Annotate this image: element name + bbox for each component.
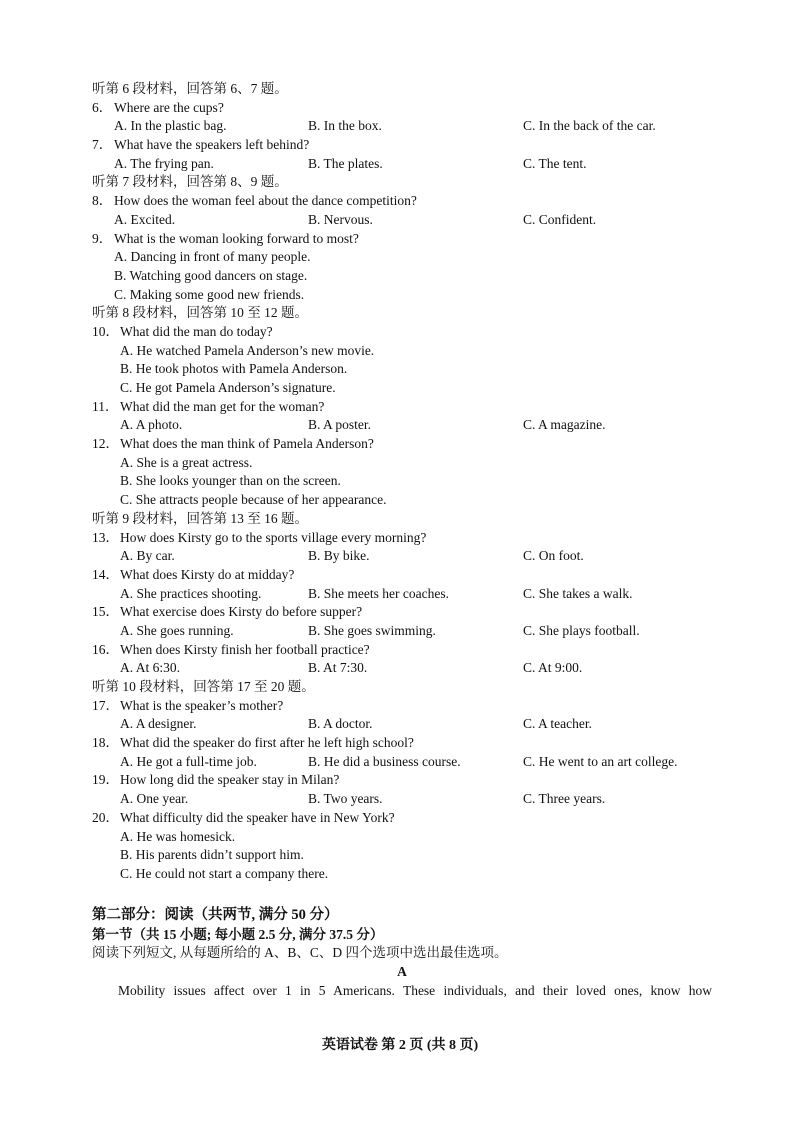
option-c: C. She attracts people because of her appearance. xyxy=(120,492,387,508)
option-c: C. A magazine. xyxy=(523,417,606,433)
option-c: C. She takes a walk. xyxy=(523,585,633,601)
question-number: 20． xyxy=(92,809,119,825)
question-number: 19． xyxy=(92,772,119,788)
question-13 xyxy=(92,529,712,548)
question-text: How does the woman feel about the dance competition? xyxy=(114,193,417,209)
option-a: A. A designer. xyxy=(120,716,197,732)
options-6 xyxy=(92,117,712,136)
question-number: 10． xyxy=(92,323,119,339)
question-7 xyxy=(92,136,712,155)
question-18 xyxy=(92,734,712,753)
question-text: How long did the speaker stay in Milan? xyxy=(120,772,340,788)
question-number: 15． xyxy=(92,604,119,620)
section-header-8: 听第 8 段材料，回答第 10 至 12 题。 xyxy=(92,305,308,321)
question-number: 17． xyxy=(92,697,119,713)
option-c: C. At 9:00. xyxy=(523,660,583,676)
option-b: B. Nervous. xyxy=(308,211,373,227)
options-17 xyxy=(92,715,712,734)
options-19 xyxy=(92,790,712,809)
options-13 xyxy=(92,547,712,566)
question-text: Where are the cups? xyxy=(114,99,224,115)
option-a: A. He was homesick. xyxy=(120,828,236,844)
question-text: What difficulty did the speaker have in New York? xyxy=(120,809,395,825)
option-a: A. He watched Pamela Anderson’s new movie. xyxy=(120,342,375,358)
option-c: C. Confident. xyxy=(523,211,597,227)
question-number: 14． xyxy=(92,566,119,582)
option-a: A. One year. xyxy=(120,791,189,807)
question-text: When does Kirsty finish her football practice? xyxy=(120,641,370,657)
question-6 xyxy=(92,99,712,118)
option-b: B. Two years. xyxy=(308,791,383,807)
option-c: C. He went to an art college. xyxy=(523,753,678,769)
question-number: 16． xyxy=(92,641,119,657)
option-a: A. She goes running. xyxy=(120,622,234,638)
question-14 xyxy=(92,566,712,585)
section-header-7: 听第 7 段材料，回答第 8、9 题。 xyxy=(92,174,288,190)
option-c: C. In the back of the car. xyxy=(523,118,656,134)
option-b: B. A poster. xyxy=(308,417,372,433)
options-7 xyxy=(92,155,712,174)
options-15 xyxy=(92,622,712,641)
question-text: What have the speakers left behind? xyxy=(114,137,310,153)
option-c: C. The tent. xyxy=(523,155,587,171)
option-a: A. A photo. xyxy=(120,417,183,433)
question-16 xyxy=(92,641,712,660)
question-text: How does Kirsty go to the sports village every morning? xyxy=(120,529,427,545)
question-17 xyxy=(92,697,712,716)
question-number: 13． xyxy=(92,529,119,545)
section-header-6: 听第 6 段材料，回答第 6、7 题。 xyxy=(92,81,288,96)
question-text: What did the speaker do first after he left high school? xyxy=(120,735,414,751)
spacer xyxy=(92,884,712,904)
part2-title: 第二部分：阅读（共两节, 满分 50 分） xyxy=(92,906,339,923)
question-number: 8． xyxy=(92,193,113,209)
question-text: What exercise does Kirsty do before supper? xyxy=(120,604,363,620)
option-b: B. By bike. xyxy=(308,548,370,564)
section-header-10: 听第 10 段材料，回答第 17 至 20 题。 xyxy=(92,679,315,694)
question-11 xyxy=(92,398,712,417)
options-14 xyxy=(92,585,712,604)
question-12 xyxy=(92,435,712,454)
option-b: B. He did a business course. xyxy=(308,753,461,769)
question-number: 6． xyxy=(92,99,113,115)
option-a: A. The frying pan. xyxy=(114,155,214,171)
option-c: C. On foot. xyxy=(523,548,584,564)
page-footer: 英语试卷 第 2 页 (共 8 页) xyxy=(321,1038,479,1053)
option-b: B. She goes swimming. xyxy=(308,622,436,638)
option-a: A. She practices shooting. xyxy=(120,585,262,601)
options-18 xyxy=(92,753,712,772)
option-c: C. Making some good new friends. xyxy=(114,286,305,302)
page-content xyxy=(92,80,712,1000)
option-a: A. In the plastic bag. xyxy=(114,118,227,134)
option-c: C. He got Pamela Anderson’s signature. xyxy=(120,380,336,395)
options-8 xyxy=(92,211,712,230)
question-9 xyxy=(92,230,712,249)
question-text: What does the man think of Pamela Anderson? xyxy=(120,436,374,452)
option-b: B. The plates. xyxy=(308,155,383,171)
option-b: B. She looks younger than on the screen. xyxy=(120,473,341,489)
option-a: A. Excited. xyxy=(114,211,176,227)
passage-label: A xyxy=(397,963,407,979)
option-a: A. By car. xyxy=(120,548,175,564)
option-a: A. He got a full-time job. xyxy=(120,753,257,769)
question-number: 9． xyxy=(92,230,113,246)
question-number: 18． xyxy=(92,735,119,751)
option-a: A. She is a great actress. xyxy=(120,454,253,470)
option-a: A. Dancing in front of many people. xyxy=(114,249,311,265)
question-19 xyxy=(92,771,712,790)
option-c: C. He could not start a company there. xyxy=(120,865,329,881)
part2-section1-title: 第一节（共 15 小题; 每小题 2.5 分, 满分 37.5 分） xyxy=(92,926,384,942)
question-text: What did the man do today? xyxy=(120,323,273,339)
option-b: B. She meets her coaches. xyxy=(308,585,449,601)
option-b: B. A doctor. xyxy=(308,716,373,732)
question-8 xyxy=(92,192,712,211)
question-15 xyxy=(92,603,712,622)
question-text: What is the speaker’s mother? xyxy=(120,697,284,713)
question-text: What did the man get for the woman? xyxy=(120,398,325,414)
question-text: What is the woman looking forward to most? xyxy=(114,230,359,246)
options-16 xyxy=(92,659,712,678)
question-number: 12． xyxy=(92,436,119,452)
part2-instruction: 阅读下列短文, 从每题所给的 A、B、C、D 四个选项中选出最佳选项。 xyxy=(92,945,508,961)
section-header-9: 听第 9 段材料，回答第 13 至 16 题。 xyxy=(92,510,308,526)
passage-paragraph: Mobility issues affect over 1 in 5 Americans. These individuals, and their loved ones, know how xyxy=(118,982,712,998)
option-c: C. A teacher. xyxy=(523,716,592,732)
question-number: 11． xyxy=(92,398,119,414)
options-11 xyxy=(92,416,712,435)
option-c: C. She plays football. xyxy=(523,622,640,638)
option-a: A. At 6:30. xyxy=(120,660,181,676)
option-b: B. His parents didn’t support him. xyxy=(120,847,304,863)
option-c: C. Three years. xyxy=(523,791,606,807)
question-number: 7． xyxy=(92,137,113,153)
option-b: B. In the box. xyxy=(308,118,382,134)
option-b: B. Watching good dancers on stage. xyxy=(114,267,308,283)
question-20 xyxy=(92,809,712,828)
question-10 xyxy=(92,323,712,342)
question-text: What does Kirsty do at midday? xyxy=(120,566,295,582)
option-b: B. At 7:30. xyxy=(308,660,368,676)
option-b: B. He took photos with Pamela Anderson. xyxy=(120,361,348,377)
